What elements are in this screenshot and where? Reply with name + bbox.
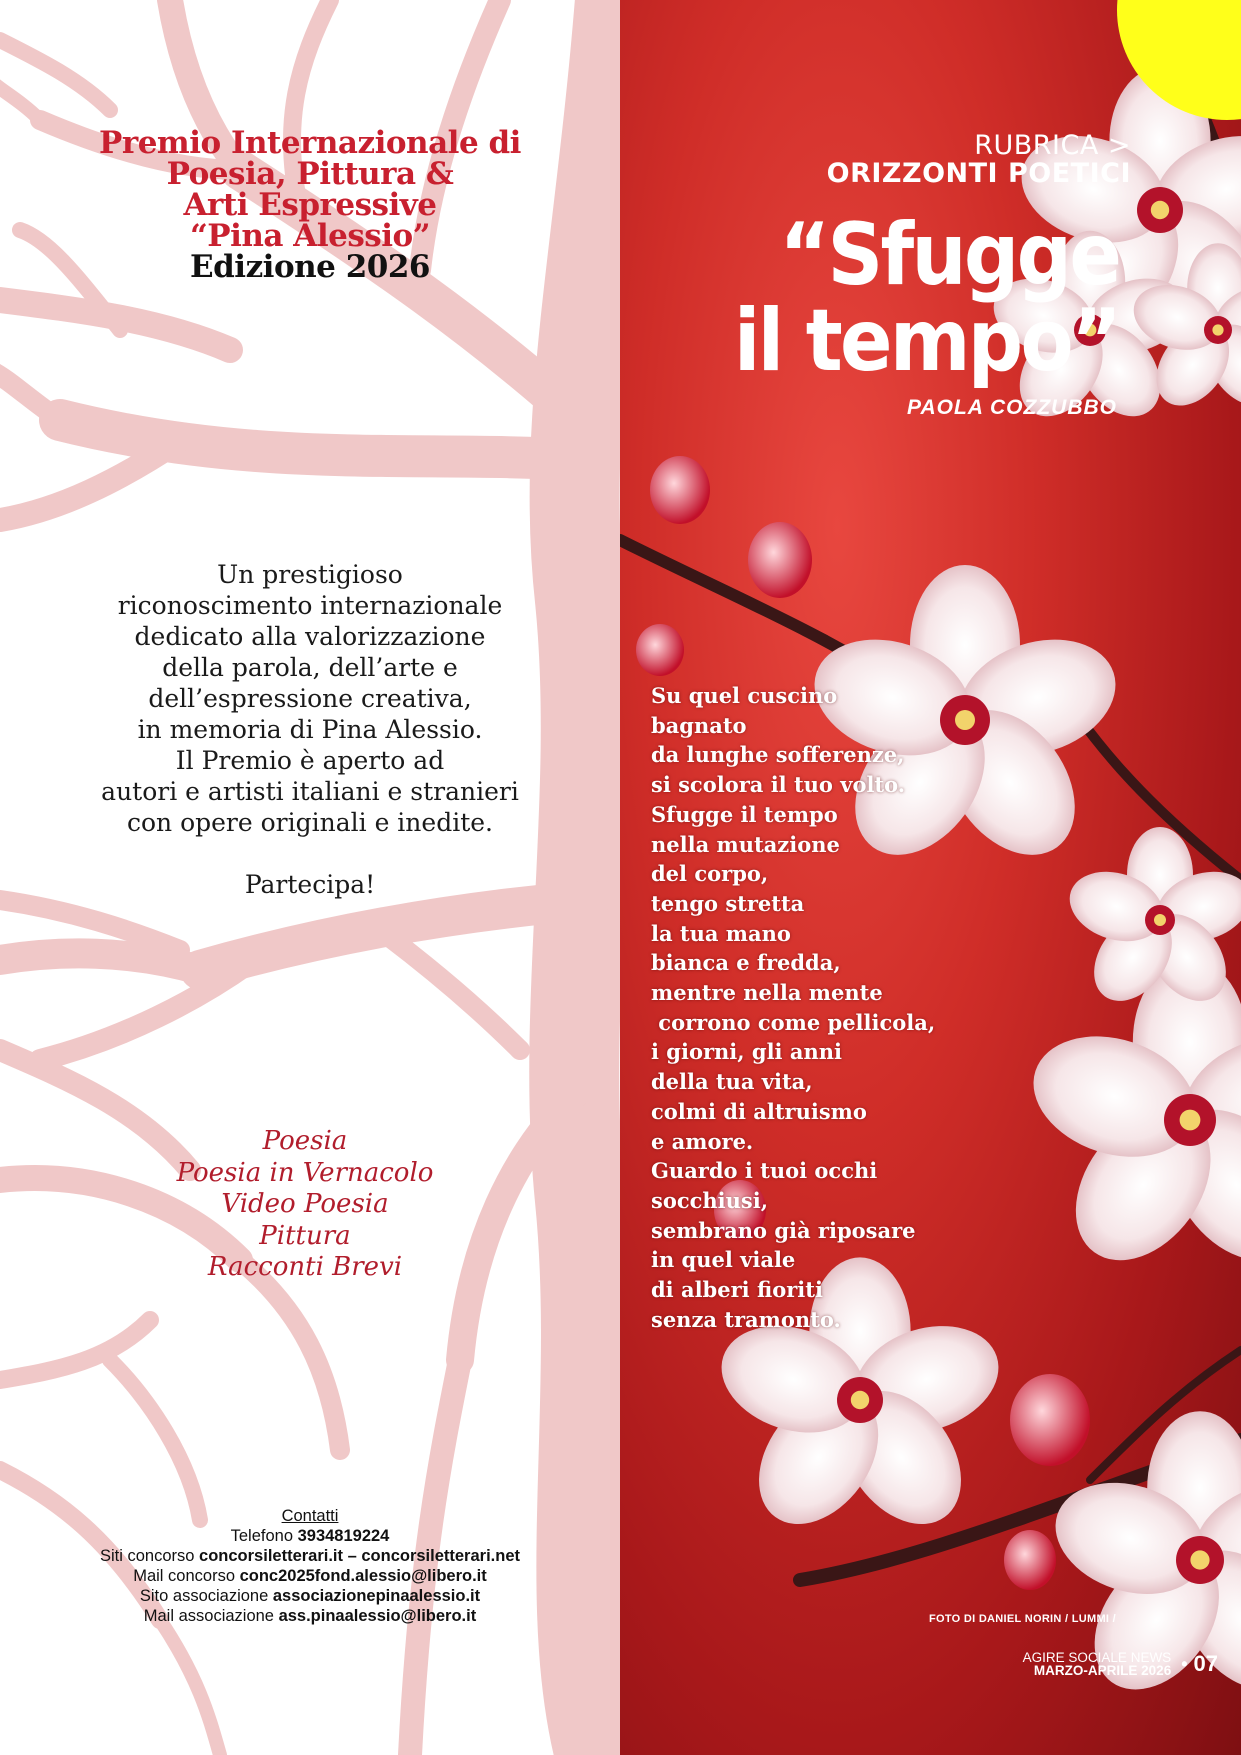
contact-phone[interactable]: 3934819224 bbox=[297, 1527, 390, 1545]
contact-row bbox=[20, 1586, 600, 1606]
poem-line: bagnato bbox=[651, 712, 747, 738]
publication-info bbox=[1023, 1651, 1172, 1677]
rubric-name: ORIZZONTI POETICI bbox=[826, 158, 1131, 189]
award-title-line: Poesia, Pittura & bbox=[166, 156, 454, 192]
poem-line: sembrano già riposare bbox=[651, 1217, 916, 1243]
description-line: riconoscimento internazionale bbox=[117, 591, 503, 620]
poem-line: tengo stretta bbox=[651, 890, 805, 916]
poem-panel bbox=[620, 0, 1241, 1755]
publication-name: AGIRE SOCIALE NEWS bbox=[1022, 1650, 1172, 1665]
contact-row bbox=[20, 1566, 600, 1586]
contact-association-site[interactable]: associazionepinaalessio.it bbox=[272, 1587, 481, 1605]
description-line: autori e artisti italiani e stranieri bbox=[101, 777, 519, 806]
award-title-line: Premio Internazionale di bbox=[99, 125, 521, 161]
award-description bbox=[60, 559, 560, 900]
page-number: 07 bbox=[1193, 1651, 1218, 1676]
contact-label: Telefono bbox=[230, 1527, 298, 1545]
description-line: della parola, dell’arte e bbox=[162, 653, 458, 682]
poem-line: Su quel cuscino bbox=[651, 683, 838, 708]
poem-line: Guardo i tuoi occhi bbox=[651, 1158, 878, 1184]
page-footer bbox=[1023, 1651, 1218, 1677]
award-title-line: “Pina Alessio” bbox=[189, 218, 431, 254]
poem-line: da lunghe sofferenze, bbox=[651, 742, 905, 768]
contact-row bbox=[20, 1526, 600, 1546]
poem-line: mentre nella mente bbox=[651, 980, 883, 1006]
poem-title bbox=[733, 205, 1119, 391]
poem-line: del corpo, bbox=[651, 861, 769, 887]
poem-line: della tua vita, bbox=[651, 1069, 813, 1095]
award-title bbox=[40, 125, 580, 285]
photo-credit: FOTO DI DANIEL NORIN / LUMMI / bbox=[928, 1613, 1116, 1625]
contact-label: Siti concorso bbox=[100, 1547, 200, 1565]
award-title-line: Arti Espressive bbox=[183, 187, 437, 223]
call-to-action: Partecipa! bbox=[244, 870, 376, 899]
bullet-separator: • bbox=[1181, 1653, 1188, 1674]
category-list bbox=[60, 1126, 550, 1284]
description-line: Un prestigioso bbox=[217, 560, 403, 589]
category-item: Poesia bbox=[262, 1126, 348, 1156]
poem-line: corrono come pellicola, bbox=[651, 1009, 936, 1035]
award-panel bbox=[0, 0, 620, 1755]
poem-line: in quel viale bbox=[651, 1247, 796, 1273]
description-line: Il Premio è aperto ad bbox=[175, 746, 445, 775]
poem-body bbox=[651, 681, 935, 1334]
contact-label: Mail associazione bbox=[143, 1607, 279, 1625]
poem-line: nella mutazione bbox=[651, 831, 840, 857]
contact-label: Mail concorso bbox=[133, 1567, 240, 1585]
poem-line: e amore. bbox=[651, 1128, 754, 1154]
description-line: dell’espressione creativa, bbox=[148, 684, 472, 713]
contact-row bbox=[20, 1606, 600, 1626]
poem-line: si scolora il tuo volto. bbox=[651, 772, 906, 798]
poem-line: senza tramonto. bbox=[651, 1306, 841, 1332]
poem-line: Sfugge il tempo bbox=[651, 801, 838, 827]
contacts-heading: Contatti bbox=[281, 1507, 339, 1525]
poem-line: la tua mano bbox=[651, 920, 791, 946]
category-item: Poesia in Vernacolo bbox=[176, 1157, 434, 1188]
poem-title-line: il tempo” bbox=[733, 291, 1119, 391]
poem-line: i giorni, gli anni bbox=[651, 1039, 842, 1065]
poem-line: di alberi fioriti bbox=[651, 1277, 823, 1303]
description-line: in memoria di Pina Alessio. bbox=[137, 715, 483, 744]
contact-contest-email[interactable]: conc2025fond.alessio@libero.it bbox=[239, 1567, 487, 1585]
column-header bbox=[827, 132, 1131, 188]
poem-author: PAOLA COZZUBBO bbox=[907, 396, 1117, 419]
issue-date: MARZO-APRILE 2026 bbox=[1033, 1663, 1172, 1678]
poem-line: socchiusi, bbox=[651, 1187, 769, 1213]
contact-association-email[interactable]: ass.pinaalessio@libero.it bbox=[278, 1607, 477, 1625]
poem-line: colmi di altruismo bbox=[651, 1098, 867, 1124]
poem-title-line: “Sfugge bbox=[779, 205, 1119, 305]
category-item: Video Poesia bbox=[221, 1189, 389, 1219]
category-item: Pittura bbox=[259, 1220, 351, 1251]
poem-line: bianca e fredda, bbox=[651, 950, 841, 976]
contact-label: Sito associazione bbox=[139, 1587, 273, 1605]
category-item: Racconti Brevi bbox=[207, 1252, 403, 1282]
description-line: dedicato alla valorizzazione bbox=[134, 622, 486, 651]
contacts-block bbox=[20, 1506, 600, 1626]
award-edition: Edizione 2026 bbox=[190, 249, 430, 285]
contact-contest-sites[interactable]: concorsiletterari.it – concorsiletterari.net bbox=[199, 1547, 520, 1565]
description-line: con opere originali e inedite. bbox=[126, 808, 493, 837]
contact-row bbox=[20, 1546, 600, 1566]
rubric-label: RUBRICA > bbox=[974, 130, 1131, 161]
